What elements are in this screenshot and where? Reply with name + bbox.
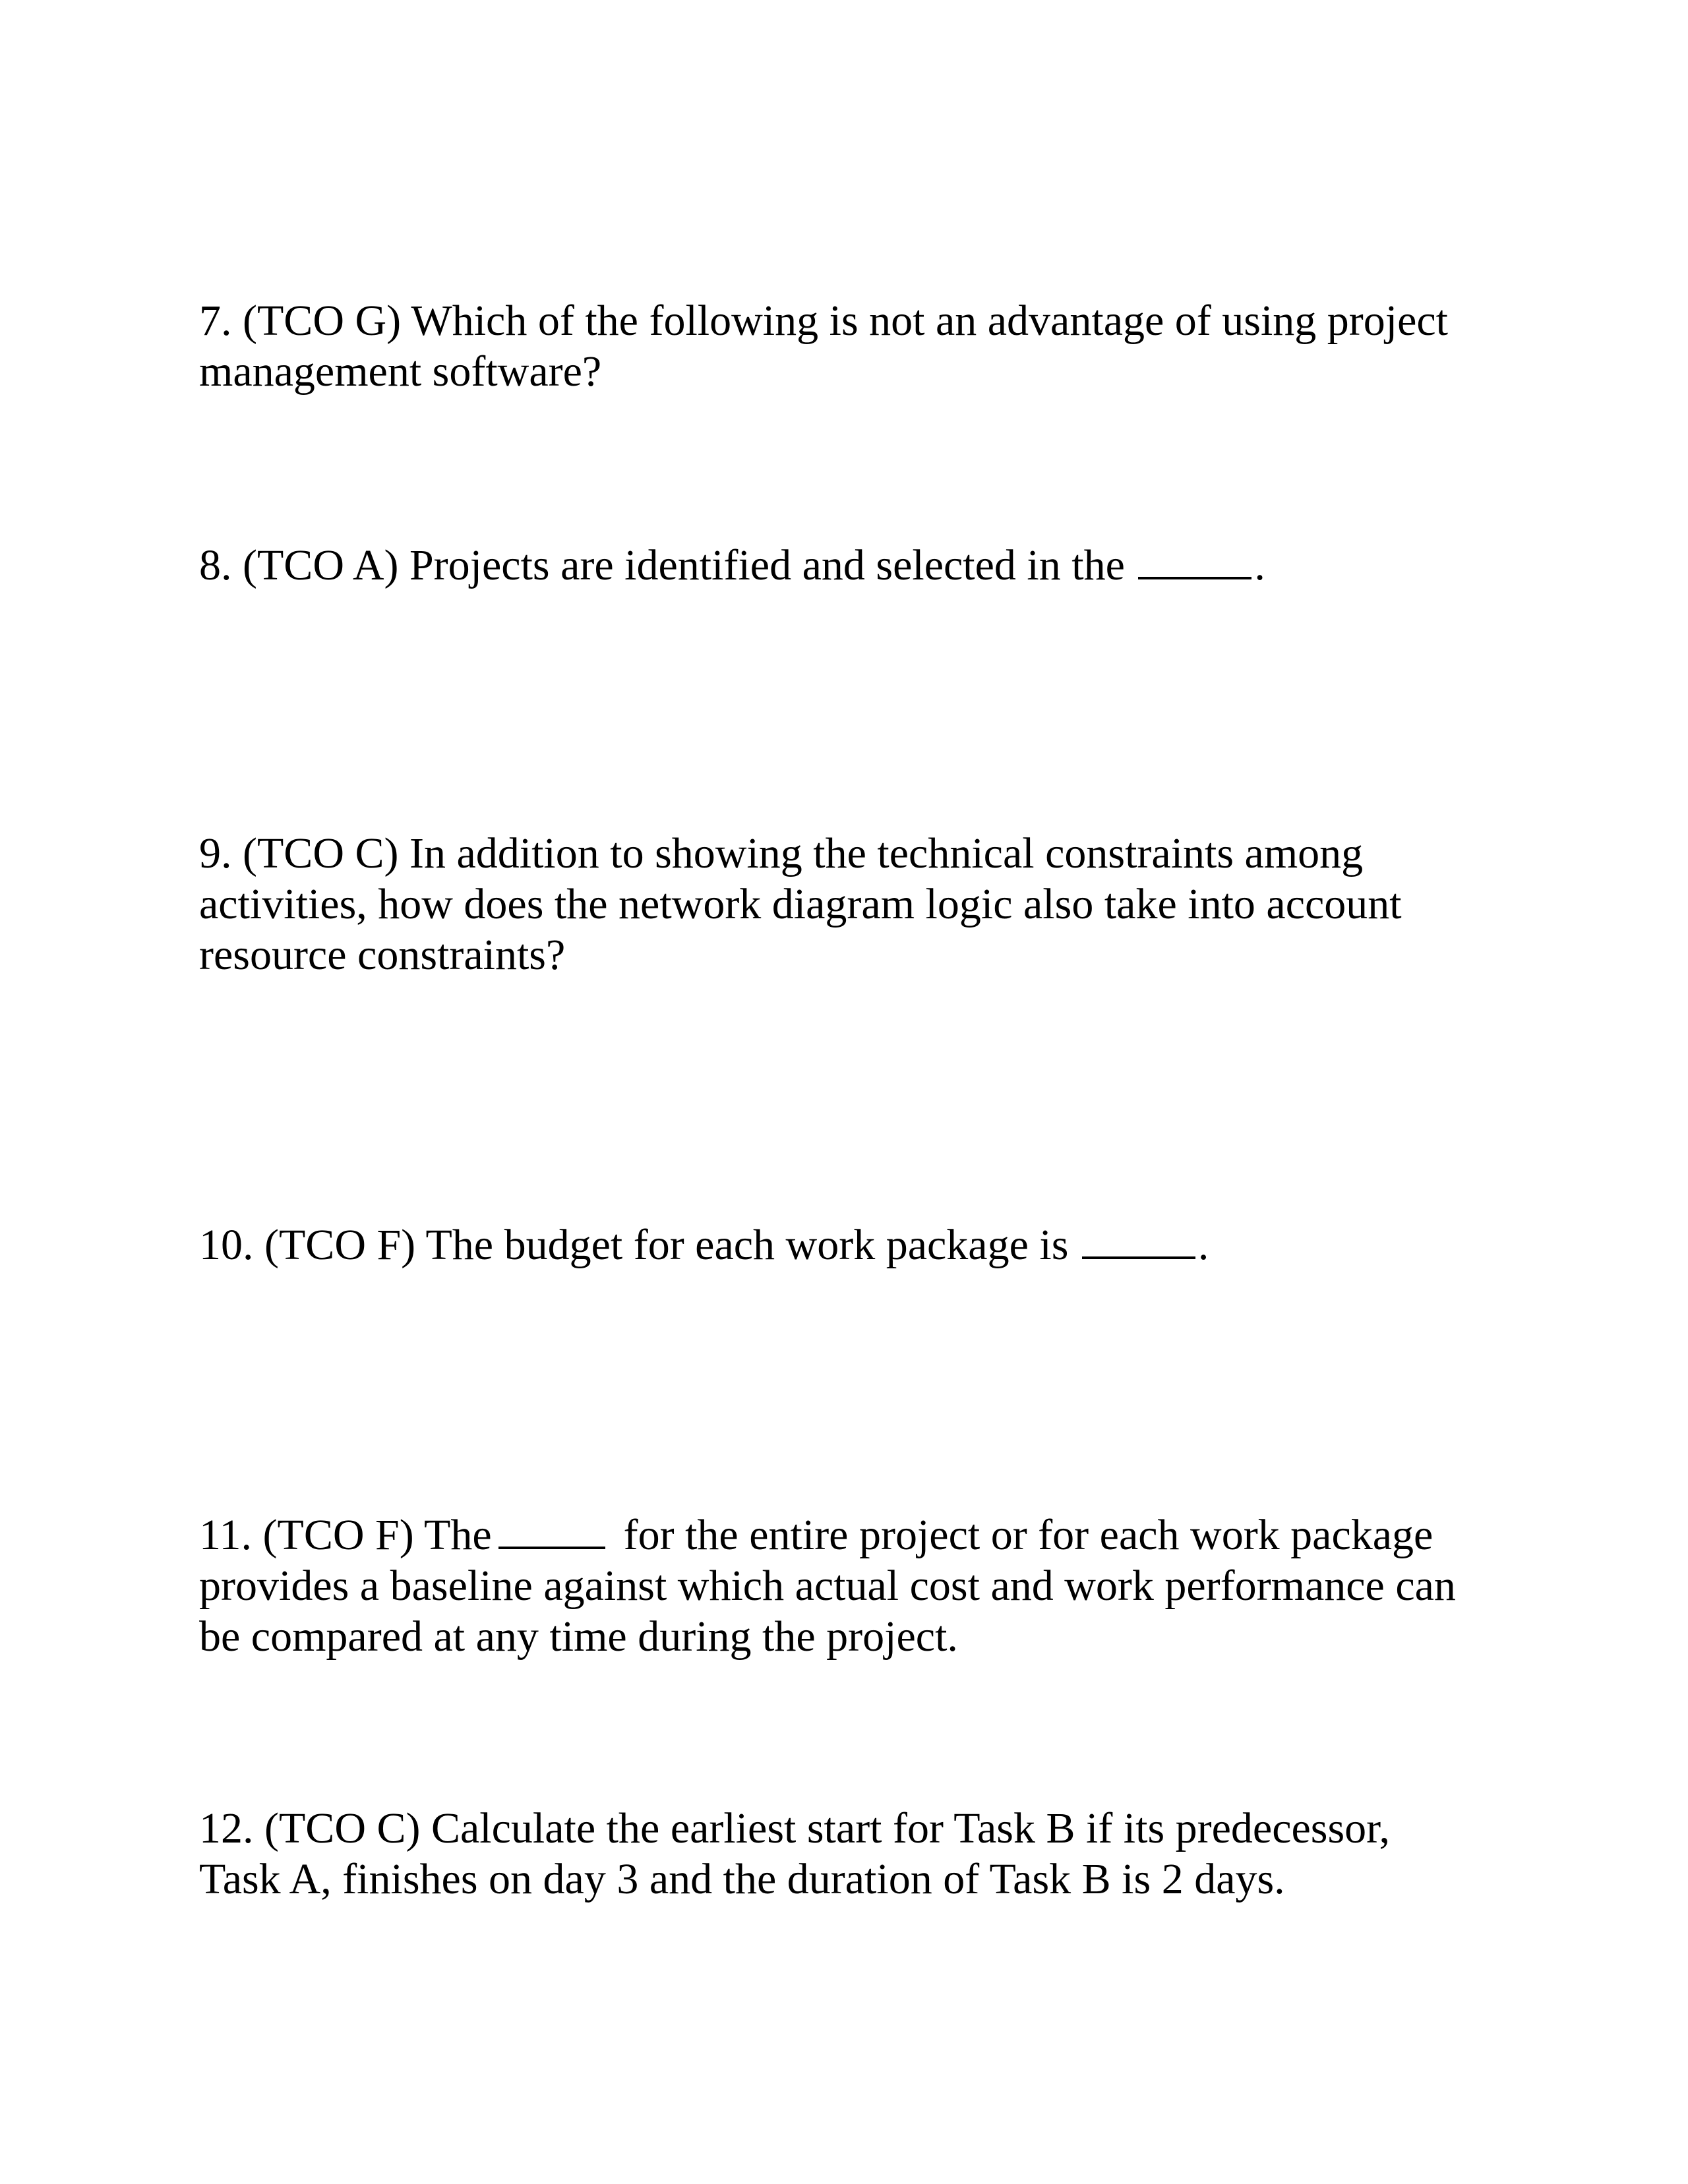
question-12-line-1: 12. (TCO C) Calculate the earliest start for Task B if its predecessor,: [199, 1804, 1391, 1852]
question-10: [199, 1220, 1485, 1270]
question-11-text-start: 11. (TCO F) The: [199, 1511, 492, 1559]
question-9: [199, 828, 1485, 980]
question-7: [199, 295, 1485, 397]
question-8-text: 8. (TCO A) Projects are identified and selected in the: [199, 541, 1125, 589]
question-12-line-2: Task A, finishes on day 3 and the duration of Task B is 2 days.: [199, 1855, 1285, 1903]
question-9-line-3: resource constraints?: [199, 931, 566, 979]
question-7-line-2: management software?: [199, 347, 602, 396]
question-10-text: 10. (TCO F) The budget for each work package is: [199, 1221, 1069, 1269]
question-11: [199, 1510, 1485, 1662]
question-11-text-end: for the entire project or for each work package: [623, 1511, 1433, 1559]
question-8-period: .: [1254, 541, 1265, 589]
question-10-line-1: [199, 1220, 1485, 1270]
question-9-line-2: activities, how does the network diagram logic also take into account: [199, 880, 1402, 928]
question-12: [199, 1803, 1485, 1904]
answer-blank: [1082, 1220, 1195, 1259]
question-8: [199, 540, 1485, 591]
question-9-line-1: 9. (TCO C) In addition to showing the technical constraints among: [199, 829, 1364, 877]
question-11-line-2: provides a baseline against which actual cost and work performance can: [199, 1562, 1456, 1610]
question-10-period: .: [1197, 1221, 1209, 1269]
question-11-line-3: be compared at any time during the project.: [199, 1612, 958, 1661]
answer-blank: [498, 1510, 605, 1549]
question-8-line-1: [199, 540, 1485, 591]
question-7-line-1: 7. (TCO G) Which of the following is not an advantage of using project: [199, 297, 1449, 345]
question-11-line-1: [199, 1510, 1485, 1560]
answer-blank: [1138, 540, 1251, 579]
